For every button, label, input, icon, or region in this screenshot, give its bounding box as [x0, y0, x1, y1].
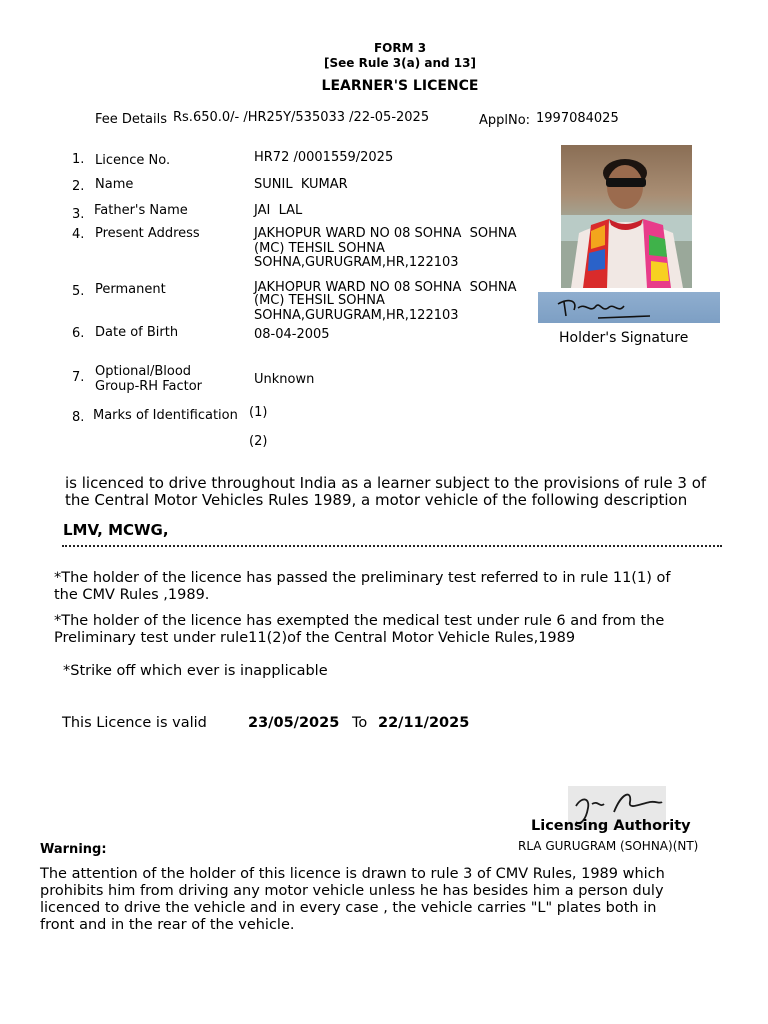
- field-number: 1.: [72, 152, 85, 167]
- warning-text-line-4: front and in the rear of the vehicle.: [40, 917, 295, 933]
- name-label: Name: [95, 177, 134, 192]
- fee-details-value: Rs.650.0/- /HR25Y/535033 /22-05-2025: [173, 110, 430, 125]
- holder-photo: [561, 145, 692, 288]
- application-number-label: ApplNo:: [479, 113, 531, 128]
- application-number-value: 1997084025: [536, 111, 619, 126]
- licence-number-label: Licence No.: [95, 153, 171, 168]
- vehicle-classes: LMV, MCWG,: [63, 521, 169, 539]
- licensing-authority-title: Licensing Authority: [531, 818, 691, 834]
- field-number: 8.: [72, 410, 85, 425]
- form-number: FORM 3: [373, 41, 427, 55]
- licence-number-value: HR72 /0001559/2025: [254, 150, 394, 165]
- preliminary-test-line-2: the CMV Rules ,1989.: [54, 587, 210, 603]
- document-title: LEARNER'S LICENCE: [321, 78, 479, 94]
- medical-exemption-line-1: *The holder of the licence has exempted the medical test under rule 6 and from the: [54, 613, 665, 629]
- name-value: SUNIL KUMAR: [254, 177, 348, 192]
- field-number: 2.: [72, 179, 85, 194]
- blood-group-label-line-1: Optional/Blood: [95, 364, 192, 379]
- blood-group-label-line-2: Group-RH Factor: [95, 379, 203, 394]
- field-number: 3.: [72, 207, 85, 222]
- validity-label: This Licence is valid: [62, 715, 207, 731]
- blood-group-value: Unknown: [254, 372, 315, 387]
- field-number: 6.: [72, 326, 85, 341]
- warning-text-line-2: prohibits him from driving any motor vehicle unless he has besides him a person duly: [40, 883, 664, 899]
- strike-off-note: *Strike off which ever is inapplicable: [63, 663, 328, 679]
- warning-text-line-3: licenced to drive the vehicle and in every case , the vehicle carries "L" plates both in: [40, 900, 657, 916]
- date-of-birth-label: Date of Birth: [95, 325, 179, 340]
- present-address-line-3: SOHNA,GURUGRAM,HR,122103: [254, 255, 459, 270]
- present-address-line-1: JAKHOPUR WARD NO 08 SOHNA SOHNA: [254, 226, 517, 241]
- dotted-divider: [62, 545, 722, 547]
- date-of-birth-value: 08-04-2005: [254, 327, 330, 342]
- permanent-address-line-1: JAKHOPUR WARD NO 08 SOHNA SOHNA: [254, 280, 517, 295]
- present-address-label: Present Address: [95, 226, 200, 241]
- licensing-authority-office: RLA GURUGRAM (SOHNA)(NT): [518, 839, 699, 853]
- field-number: 4.: [72, 227, 85, 242]
- licence-text-line-1: is licenced to drive throughout India as a learner subject to the provisions of rule 3 of: [65, 474, 707, 492]
- warning-label: Warning:: [40, 842, 107, 857]
- licence-text-line-2: the Central Motor Vehicles Rules 1989, a motor vehicle of the following description: [65, 491, 688, 509]
- marks-of-identification-label: Marks of Identification: [93, 408, 238, 423]
- field-number: 7.: [72, 370, 85, 385]
- preliminary-test-line-1: *The holder of the licence has passed the preliminary test referred to in rule 11(1) of: [54, 570, 671, 586]
- fee-details-label: Fee Details: [95, 112, 167, 127]
- holder-signature: [538, 292, 720, 323]
- identification-mark-2: (2): [249, 434, 268, 449]
- rule-reference: [See Rule 3(a) and 13]: [324, 56, 476, 70]
- valid-from-date: 23/05/2025: [248, 715, 340, 731]
- validity-to-label: To: [352, 715, 368, 731]
- fathers-name-label: Father's Name: [94, 203, 188, 218]
- field-number: 5.: [72, 284, 85, 299]
- permanent-address-line-2: (MC) TEHSIL SOHNA: [254, 293, 385, 308]
- fathers-name-value: JAI LAL: [254, 203, 303, 218]
- holder-signature-label: Holder's Signature: [559, 330, 689, 346]
- valid-to-date: 22/11/2025: [378, 715, 470, 731]
- present-address-line-2: (MC) TEHSIL SOHNA: [254, 241, 385, 256]
- identification-mark-1: (1): [249, 405, 268, 420]
- permanent-address-label: Permanent: [95, 282, 166, 297]
- warning-text-line-1: The attention of the holder of this licence is drawn to rule 3 of CMV Rules, 1989 which: [40, 866, 665, 882]
- permanent-address-line-3: SOHNA,GURUGRAM,HR,122103: [254, 308, 459, 323]
- medical-exemption-line-2: Preliminary test under rule11(2)of the Central Motor Vehicle Rules,1989: [54, 630, 576, 646]
